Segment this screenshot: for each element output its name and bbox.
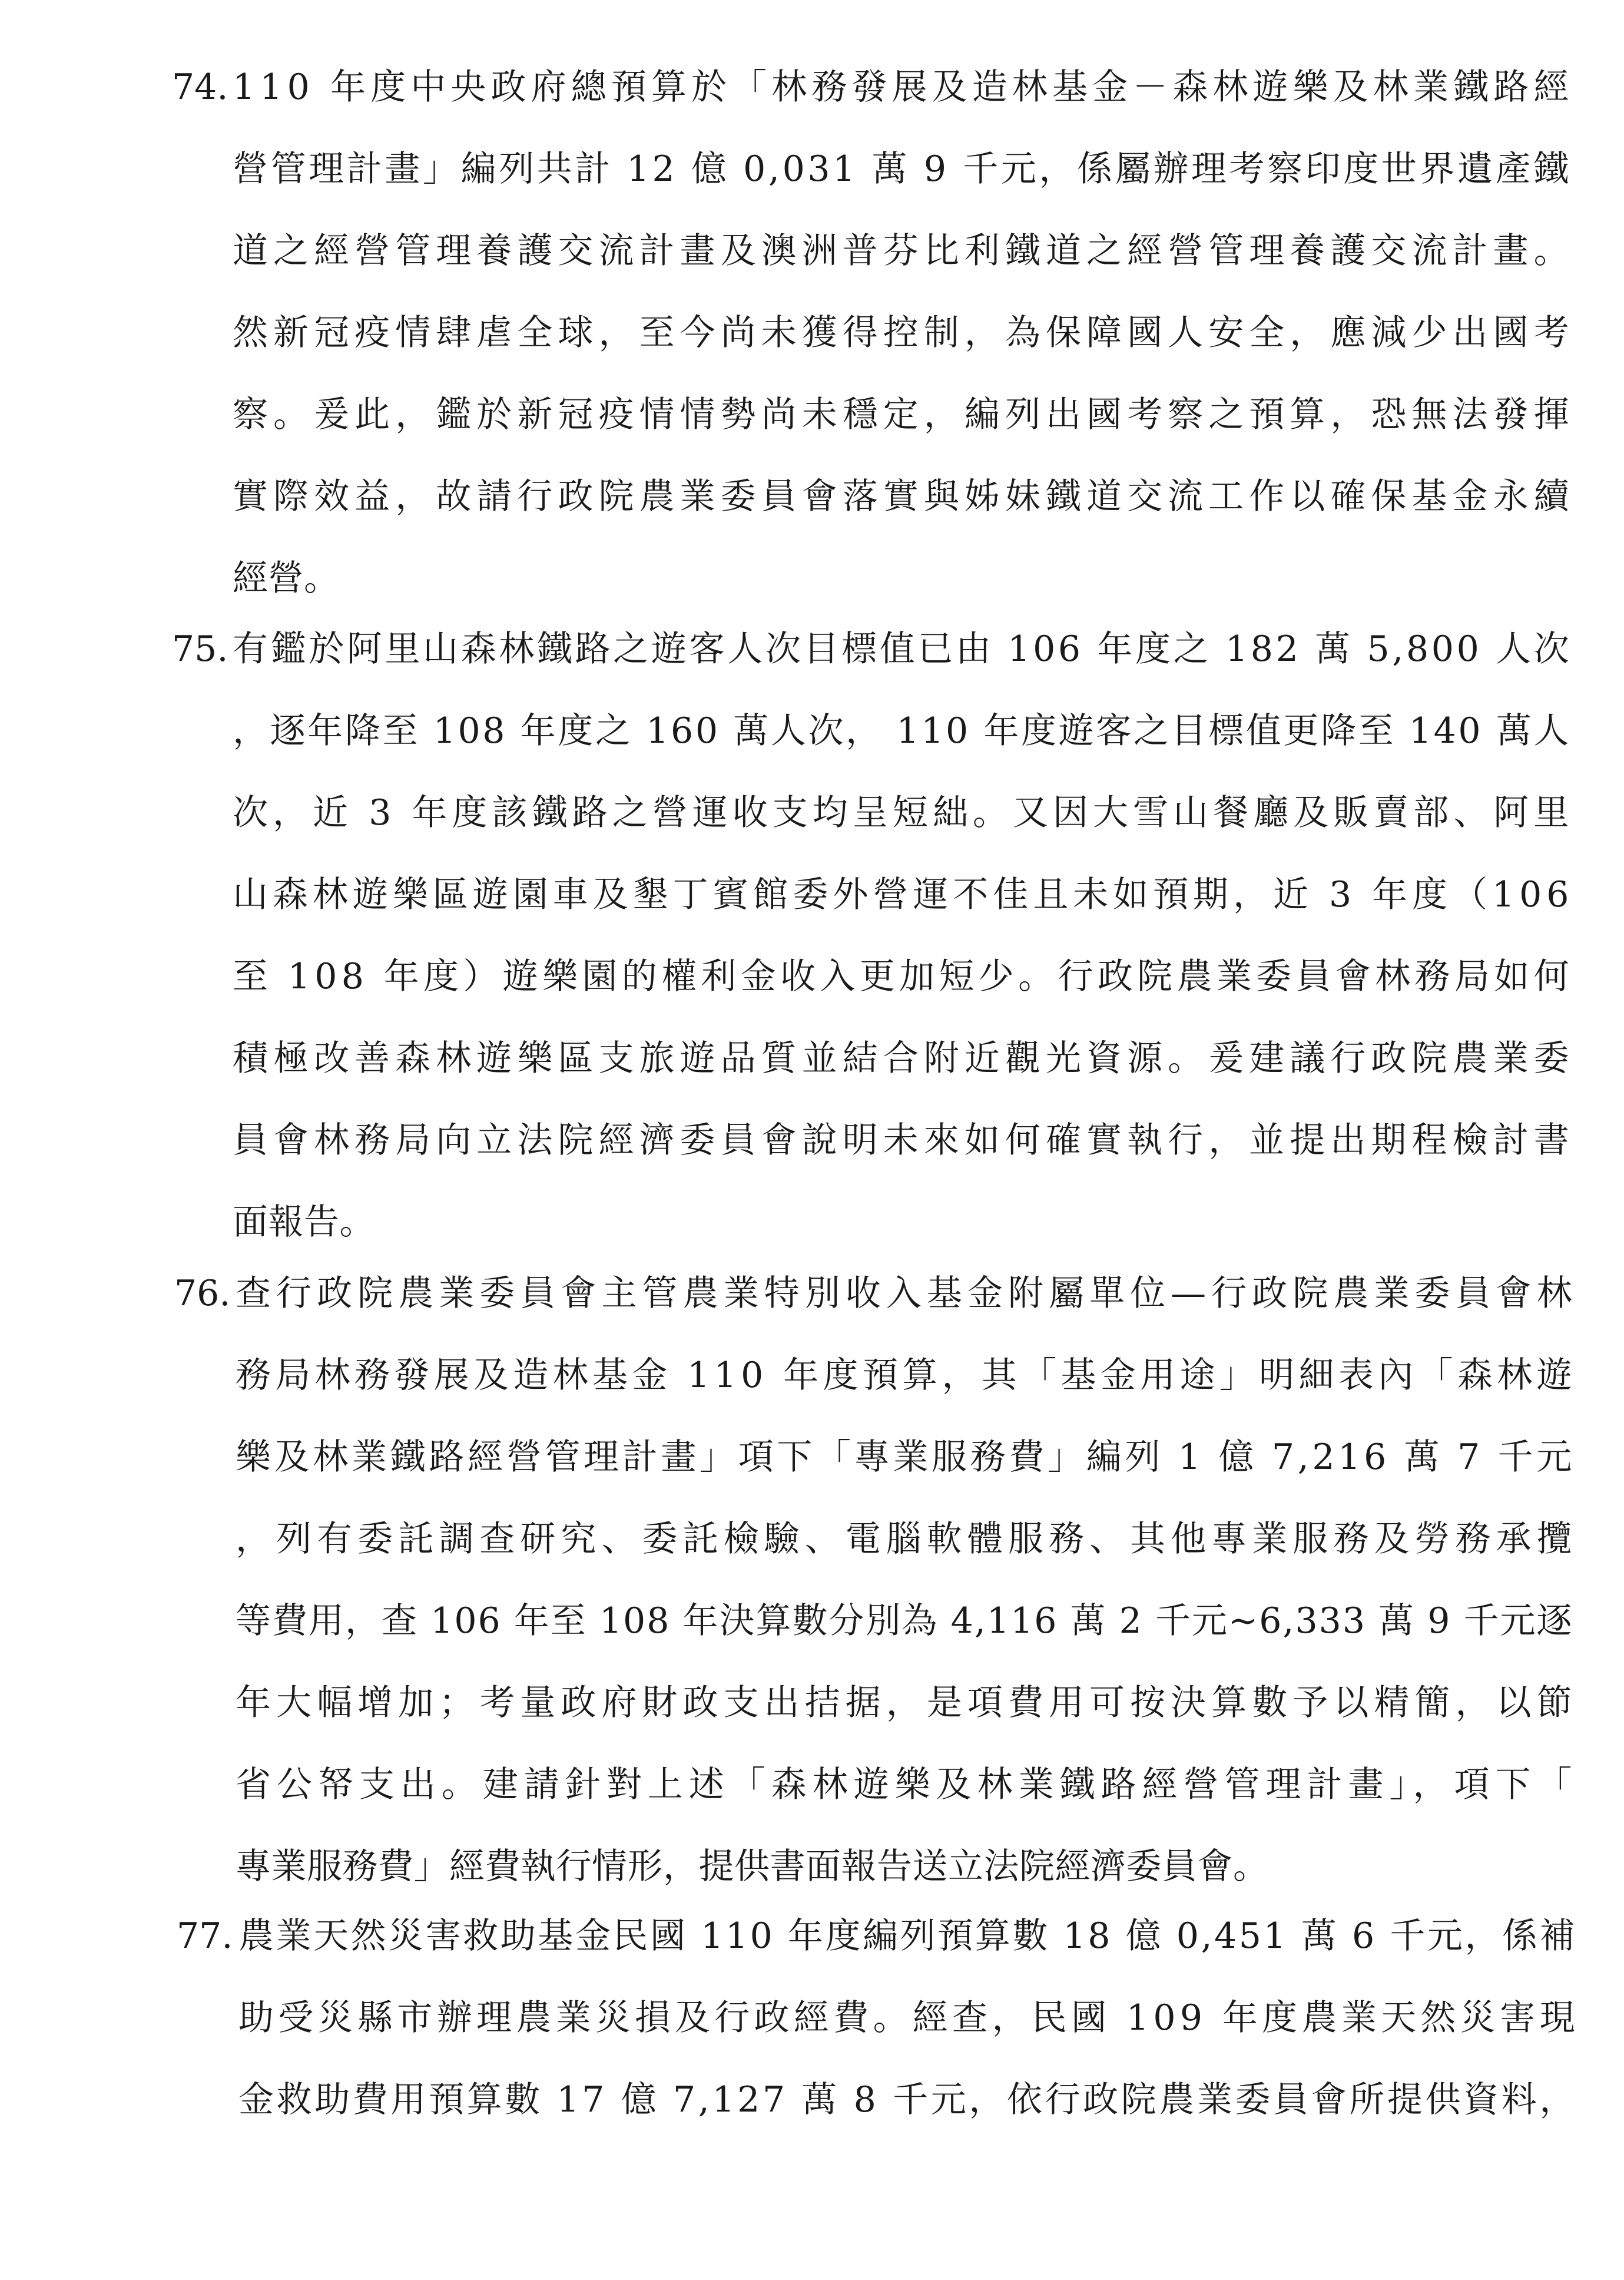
text-line: 面報告。 bbox=[233, 1202, 375, 1243]
text-line: 實際效益，故請行政院農業委員會落實與姊妹鐵道交流工作以確保基金永續 bbox=[233, 476, 1575, 517]
text-line: ，逐年降至 108 年度之 160 萬人次， 110 年度遊客之目標值更降至 140 萬人 bbox=[233, 710, 1572, 752]
text-line: 營管理計畫」編列共計 12 億 0,031 萬 9 千元，係屬辦理考察印度世界遺產鐵 bbox=[233, 148, 1572, 190]
text-line: 道之經營管理養護交流計畫及澳洲普芬比利鐵道之經營管理養護交流計畫。 bbox=[233, 230, 1575, 272]
item-number: 76. bbox=[174, 1273, 231, 1314]
text-line: 樂及林業鐵路經營管理計畫」項下「專業服務費」編列 1 億 7,216 萬 7 千元 bbox=[236, 1437, 1576, 1478]
text-line: 山森林遊樂區遊園車及墾丁賓館委外營運不佳且未如預期，近 3 年度（106 bbox=[233, 874, 1574, 915]
item-number: 77. bbox=[177, 1915, 233, 1957]
text-line: 110 年度中央政府總預算於「林務發展及造林基金－森林遊樂及林業鐵路經 bbox=[233, 67, 1574, 108]
text-line: 助受災縣市辦理農業災損及行政經費。經查，民國 109 年度農業天然災害現 bbox=[238, 1997, 1579, 2039]
text-line: 省公帑支出。建請針對上述「森林遊樂及林業鐵路經營管理計畫」，項下「 bbox=[236, 1764, 1578, 1805]
text-line: ，列有委託調查研究、委託檢驗、電腦軟體服務、其他專業服務及勞務承攬 bbox=[236, 1518, 1577, 1560]
text-line: 積極改善森林遊樂區支旅遊品質並結合附近觀光資源。爰建議行政院農業委 bbox=[233, 1038, 1575, 1079]
text-line: 年大幅增加；考量政府財政支出拮据，是項費用可按決算數予以精簡，以節 bbox=[236, 1682, 1577, 1723]
text-line: 至 108 年度）遊樂園的權利金收入更加短少。行政院農業委員會林務局如何 bbox=[233, 956, 1573, 997]
text-line: 然新冠疫情肆虐全球，至今尚未獲得控制，為保障國人安全，應減少出國考 bbox=[233, 312, 1575, 353]
text-line: 等費用，查 106 年至 108 年決算數分別為 4,116 萬 2 千元~6,333 萬 9 千元逐 bbox=[236, 1600, 1573, 1642]
item-number: 75. bbox=[172, 628, 228, 670]
text-line: 務局林務發展及造林基金 110 年度預算，其「基金用途」明細表內「森林遊 bbox=[236, 1355, 1576, 1396]
text-line: 察。爰此，鑑於新冠疫情情勢尚未穩定，編列出國考察之預算，恐無法發揮 bbox=[233, 394, 1575, 435]
item-number: 74. bbox=[172, 67, 228, 108]
text-line: 專業服務費」經費執行情形，提供書面報告送立法院經濟委員會。 bbox=[236, 1846, 1269, 1887]
text-line: 金救助費用預算數 17 億 7,127 萬 8 千元，依行政院農業委員會所提供資料， bbox=[238, 2079, 1577, 2120]
text-line: 有鑑於阿里山森林鐵路之遊客人次目標值已由 106 年度之 182 萬 5,800 人次 bbox=[233, 628, 1572, 670]
text-line: 農業天然災害救助基金民國 110 年度編列預算數 18 億 0,451 萬 6 千元，係補 bbox=[238, 1915, 1577, 1957]
text-line: 員會林務局向立法院經濟委員會說明未來如何確實執行，並提出期程檢討書 bbox=[233, 1120, 1575, 1161]
text-line: 經營。 bbox=[233, 558, 340, 599]
text-line: 次，近 3 年度該鐵路之營運收支均呈短絀。又因大雪山餐廳及販賣部、阿里 bbox=[233, 792, 1574, 833]
text-line: 查行政院農業委員會主管農業特別收入基金附屬單位—行政院農業委員會林 bbox=[236, 1273, 1577, 1314]
